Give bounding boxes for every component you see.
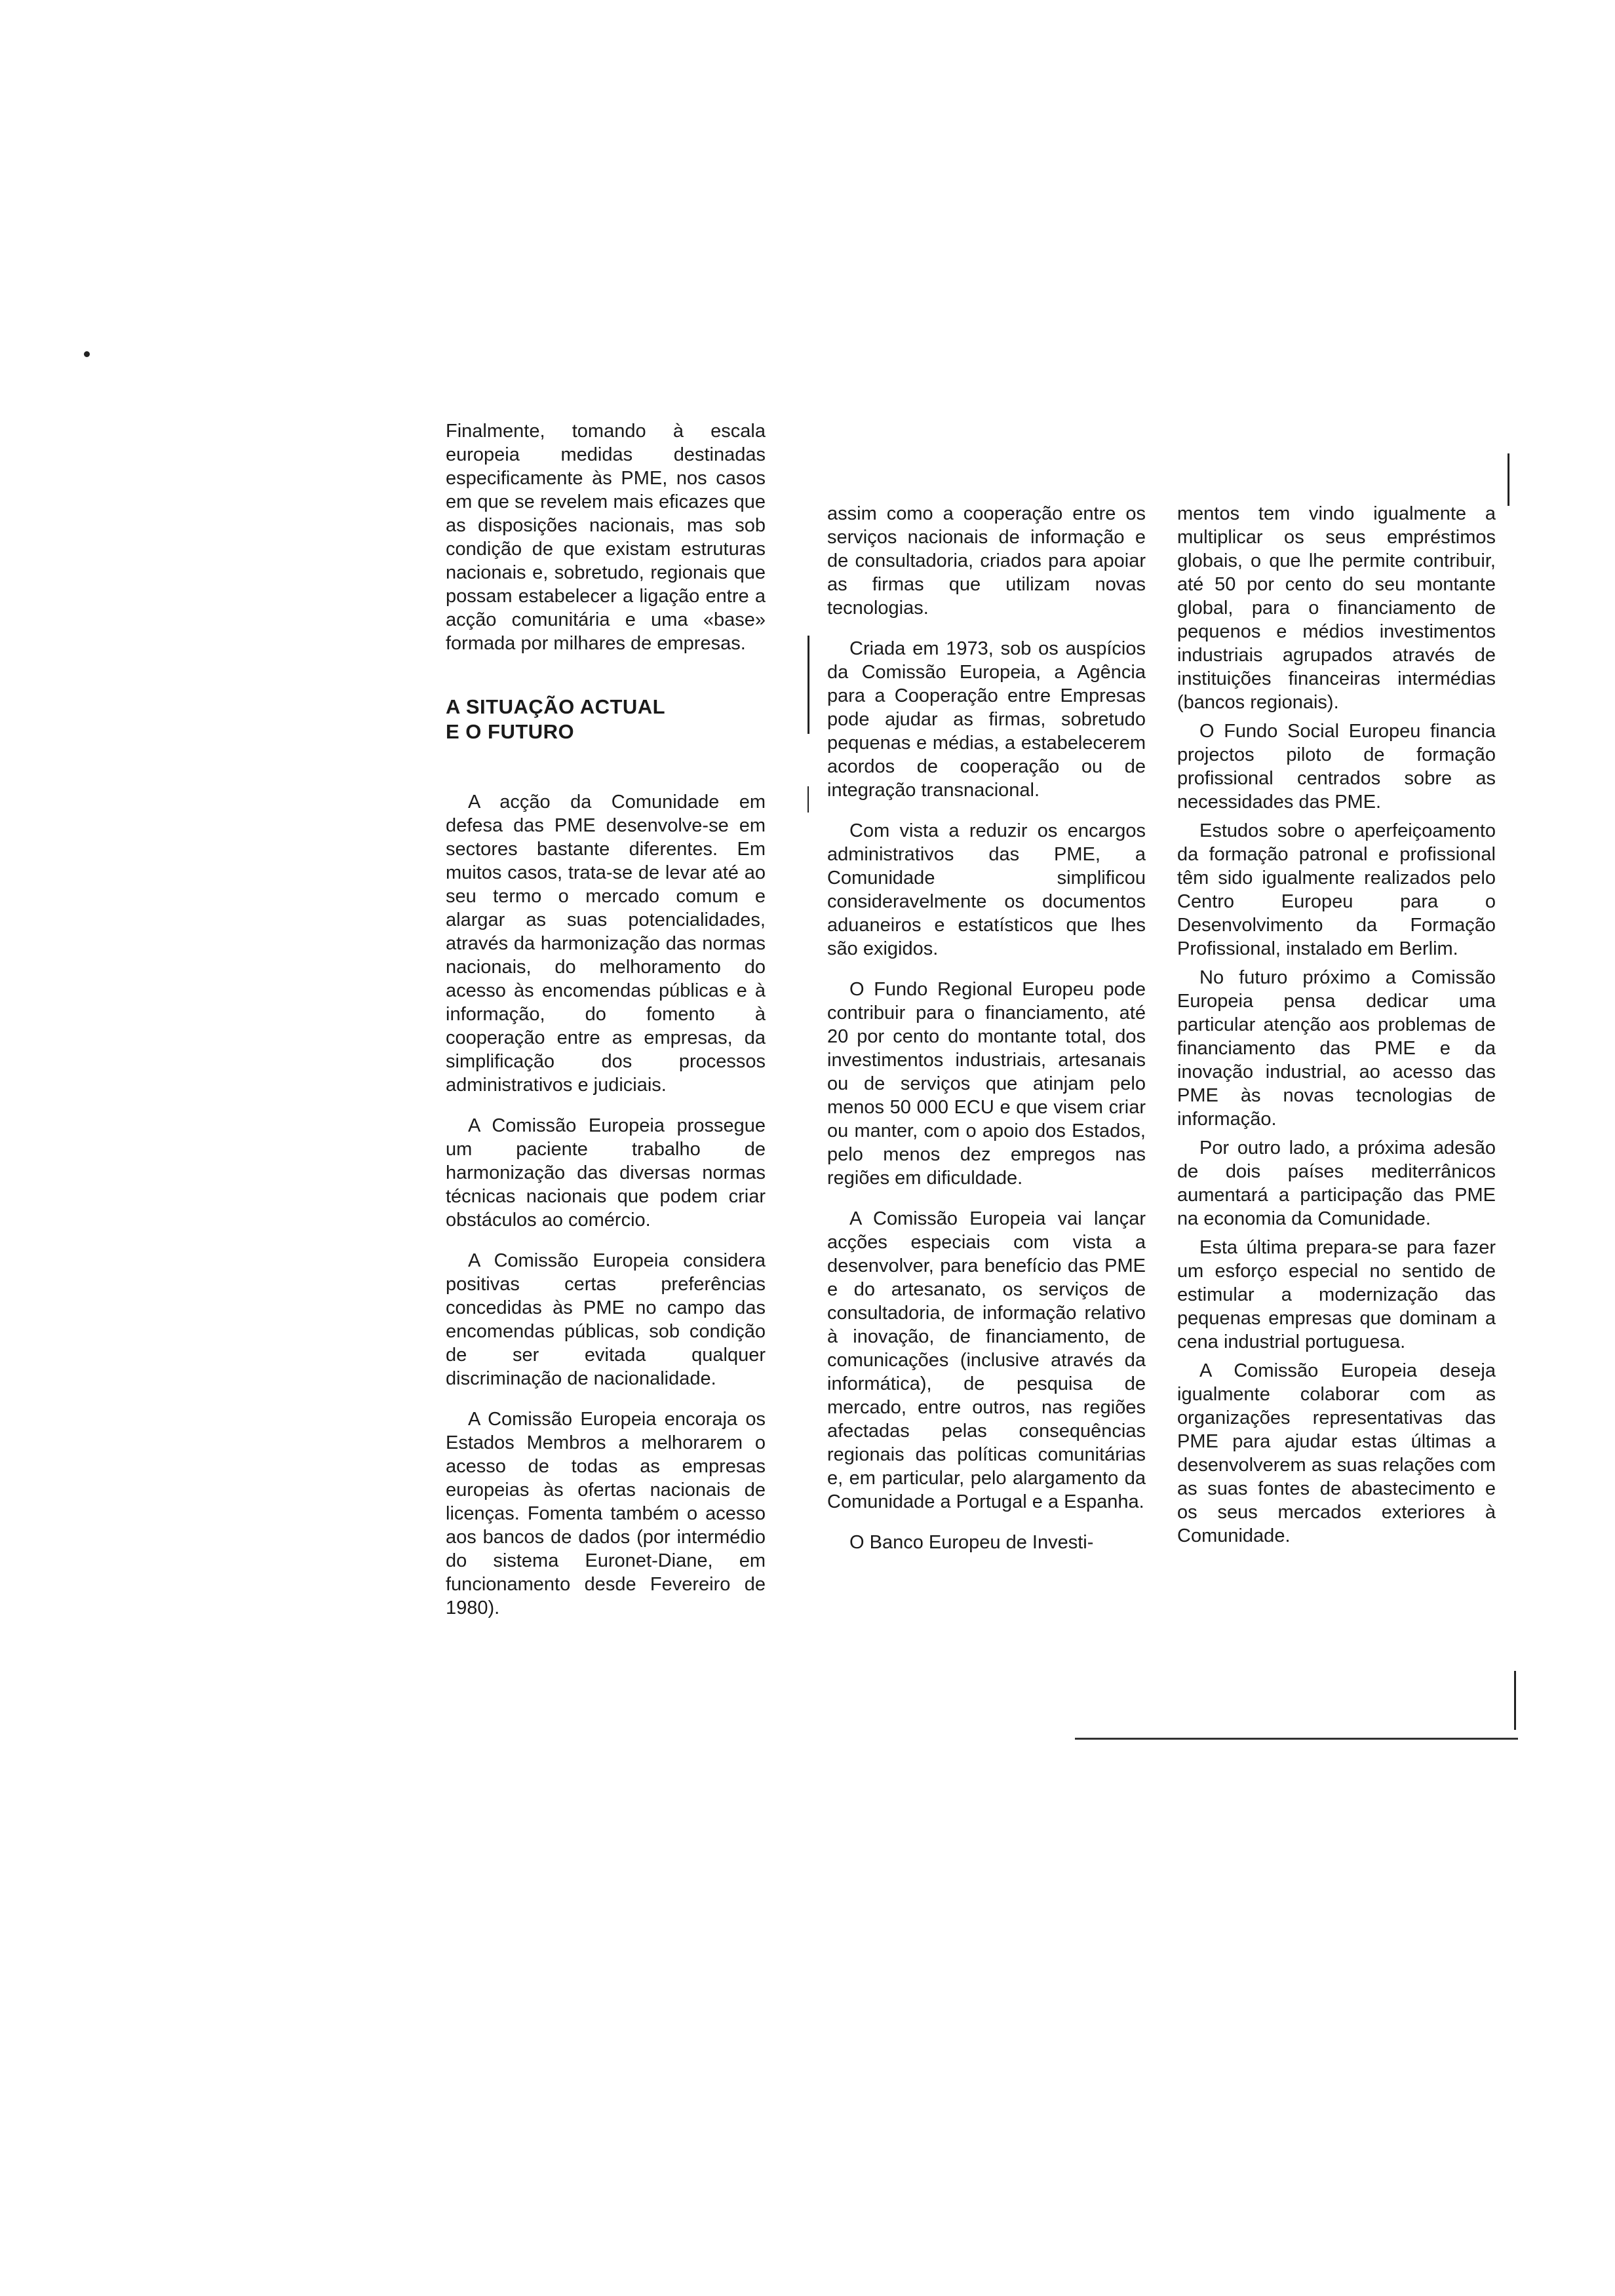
article-column-right bbox=[1177, 502, 1496, 1553]
paragraph: assim como a cooperação entre os serviços nacionais de informação e de consultadoria, criados para apoiar as firmas que utilizam novas tecnologias. bbox=[827, 503, 1146, 619]
paragraph: No futuro próximo a Comissão Europeia pensa dedicar uma particular atenção aos problemas de financiamento das PME e da inovação industrial, ao acesso das PME às novas tecnologias de informação. bbox=[1177, 967, 1496, 1130]
paragraph: Esta última prepara-se para fazer um esforço especial no sentido de estimular a modernização das pequenas empresas que dominam a cena industrial portuguesa. bbox=[1177, 1237, 1496, 1352]
section-heading-line: E O FUTURO bbox=[446, 720, 575, 743]
paragraph: Por outro lado, a próxima adesão de dois países mediterrânicos aumentará a participação das PME na economia da Comunidade. bbox=[1177, 1138, 1496, 1229]
paragraph: A Comissão Europeia encoraja os Estados Membros a melhorarem o acesso de todas as empresas europeias às ofertas nacionais de licenças. Fomenta também o acesso aos bancos de dados (por intermédio do sistema Euronet-Diane, em funcionamento desde Fevereiro de 1980). bbox=[446, 1409, 766, 1618]
margin-dot bbox=[84, 351, 90, 357]
column-divider-line bbox=[808, 786, 809, 813]
scan-edge-line bbox=[1514, 1671, 1516, 1730]
article-column-left bbox=[446, 419, 766, 1637]
paragraph: O Fundo Regional Europeu pode contribuir para o financiamento, até 20 por cento do montante total, dos investimentos industriais, artesanais ou de serviços que atinjam pelo menos 50 000 ECU e que visem criar ou manter, com o apoio dos Estados, pelo menos dez empregos nas regiões em dificuldade. bbox=[827, 979, 1146, 1189]
paragraph: A Comissão Europeia deseja igualmente colaborar com as organizações representativas das PME para ajudar estas últimas a desenvolverem as suas relações com as suas fontes de abastecimento e os seus mercados exteriores à Comunidade. bbox=[1177, 1360, 1496, 1546]
section-heading-line: A SITUAÇÃO ACTUAL bbox=[446, 695, 666, 718]
paragraph: Estudos sobre o aperfeiçoamento da formação patronal e profissional têm sido igualmente realizados pelo Centro Europeu para o Desenvolvimento da Formação Profissional, instalado em Berlim. bbox=[1177, 820, 1496, 959]
paragraph: Criada em 1973, sob os auspícios da Comissão Europeia, a Agência para a Cooperação entre Empresas pode ajudar as firmas, sobretudo pequenas e médias, a estabelecerem acordos de cooperação ou de integração transnacional. bbox=[827, 638, 1146, 801]
paragraph: Finalmente, tomando à escala europeia medidas destinadas especificamente às PME, nos casos em que se revelem mais eficazes que as disposições nacionais, mas sob condição de que existam estruturas nacionais e, sobretudo, regionais que possam estabelecer a ligação entre a acção comunitária e uma «base» formada por milhares de empresas. bbox=[446, 421, 766, 654]
column-divider-line bbox=[808, 636, 809, 734]
section-heading bbox=[446, 695, 766, 744]
paragraph: A Comissão Europeia prossegue um paciente trabalho de harmonização das diversas normas técnicas nacionais que podem criar obstáculos ao comércio. bbox=[446, 1115, 766, 1231]
paragraph: O Fundo Social Europeu financia projectos piloto de formação profissional centrados sobre as necessidades das PME. bbox=[1177, 721, 1496, 813]
scan-edge-line bbox=[1508, 453, 1509, 506]
article-column-middle bbox=[827, 502, 1146, 1571]
paragraph: A Comissão Europeia considera positivas certas preferências concedidas às PME no campo das encomendas públicas, sob condição de ser evitada qualquer discriminação de nacionalidade. bbox=[446, 1250, 766, 1389]
paragraph: O Banco Europeu de Investi- bbox=[849, 1532, 1094, 1553]
paragraph: A Comissão Europeia vai lançar acções especiais com vista a desenvolver, para benefício das PME e do artesanato, os serviços de consultadoria, de informação relativo à inovação, de financiamento, de comunicações (inclusive através da informática), de pesquisa de mercado, entre outros, nas regiões afectadas pelas consequências regionais das políticas comunitárias e, em particular, pelo alargamento da Comunidade a Portugal e a Espanha. bbox=[827, 1208, 1146, 1512]
paragraph: Com vista a reduzir os encargos administrativos das PME, a Comunidade simplificou consideravelmente os documentos aduaneiros e estatísticos que lhes são exigidos. bbox=[827, 820, 1146, 959]
bottom-rule bbox=[1075, 1738, 1518, 1740]
paragraph: A acção da Comunidade em defesa das PME desenvolve-se em sectores bastante diferentes. Em muitos casos, trata-se de levar até ao seu termo o mercado comum e alargar as suas potencialidades, através da harmonização das normas nacionais, do melhoramento do acesso às encomendas públicas e à informação, do fomento à cooperação entre as empresas, da simplificação dos processos administrativos e judiciais. bbox=[446, 792, 766, 1096]
paragraph: mentos tem vindo igualmente a multiplicar os seus empréstimos globais, o que lhe permite contribuir, até 50 por cento do seu montante global, para o financiamento de pequenos e médios investimentos industriais agrupados através de instituições financeiras intermédias (bancos regionais). bbox=[1177, 503, 1496, 713]
